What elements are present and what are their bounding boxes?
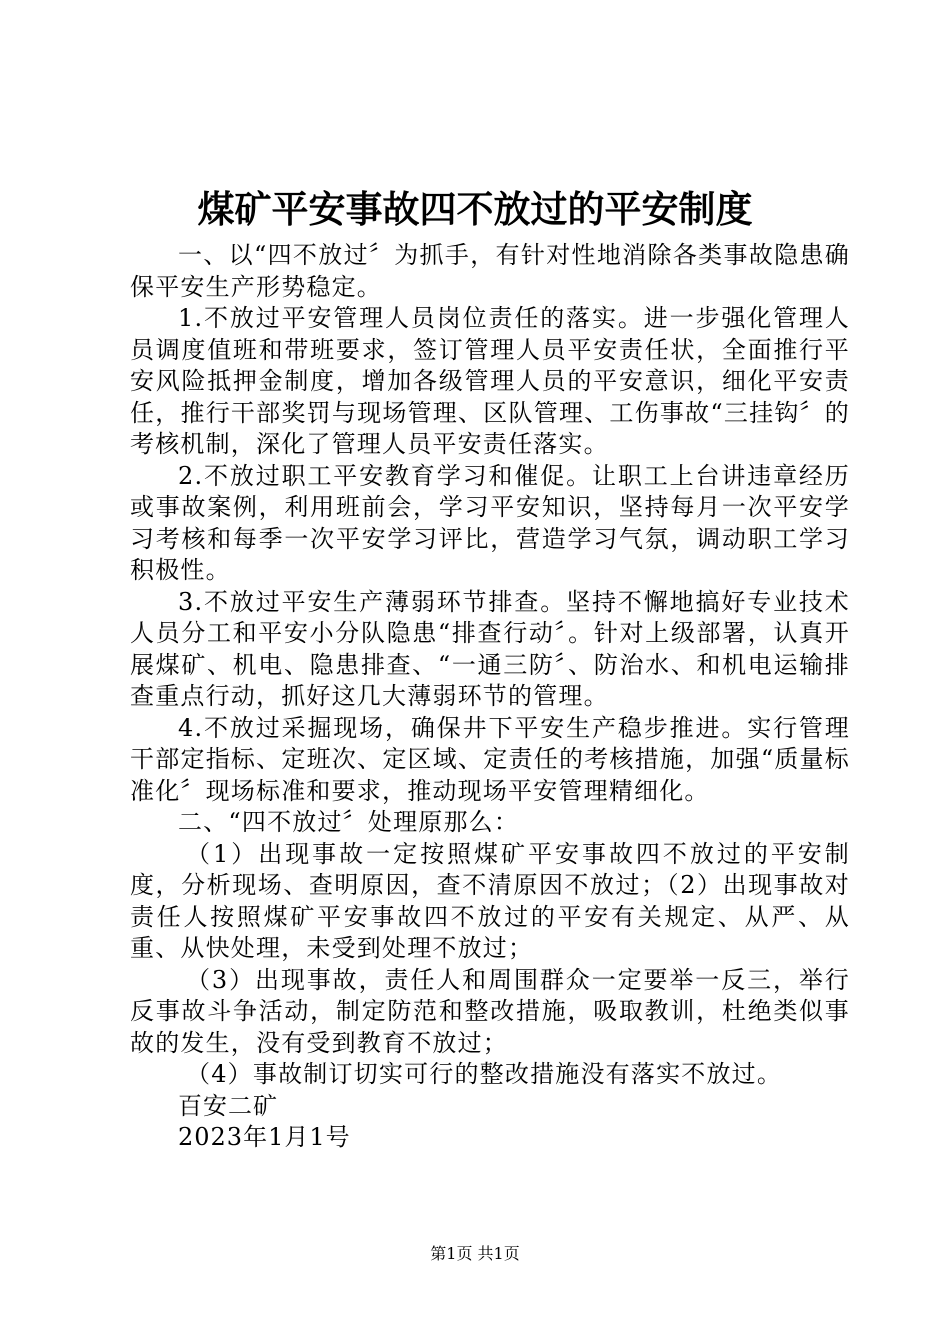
paragraph-item-2: 2.不放过职工平安教育学习和催促。让职工上台讲违章经历或事故案例，利用班前会，学习平安知识，坚持每月一次平安学习考核和每季一次平安学习评比，营造学习气氛，调动职工学习积极性。 xyxy=(130,461,850,584)
paragraph-section-two: 二、“四不放过〞处理原那么： xyxy=(178,808,520,836)
document-title: 煤矿平安事故四不放过的平安制度 xyxy=(197,187,753,231)
paragraph-item-4: 4.不放过采掘现场，确保井下平安生产稳步推进。实行管理干部定指标、定班次、定区域、定责任的考核措施，加强“质量标准化〞现场标准和要求，推动现场平安管理精细化。 xyxy=(130,713,850,805)
paragraph-section-one: 一、以“四不放过〞为抓手，有针对性地消除各类事故隐患确保平安生产形势稳定。 xyxy=(130,241,850,301)
signature-organization: 百安二矿 xyxy=(178,1091,278,1120)
signature-date: 2023年1月1号 xyxy=(178,1123,351,1151)
page-footer: 第1页 共1页 xyxy=(430,1244,520,1263)
paragraph-item-3: 3.不放过平安生产薄弱环节排查。坚持不懈地搞好专业技术人员分工和平安小分队隐患“排查行动〞。针对上级部署，认真开展煤矿、机电、隐患排查、“一通三防〞、防治水、和机电运输排查重点行动，抓好这几大薄弱环节的管理。 xyxy=(130,587,850,710)
paragraph-item-1: 1.不放过平安管理人员岗位责任的落实。进一步强化管理人员调度值班和带班要求，签订管理人员平安责任状，全面推行平安风险抵押金制度，增加各级管理人员的平安意识，细化平安责任，推行干部奖罚与现场管理、区队管理、工伤事故“三挂钩〞的考核机制，深化了管理人员平安责任落实。 xyxy=(130,304,850,458)
paragraph-rule-1-2: （1）出现事故一定按照煤矿平安事故四不放过的平安制度，分析现场、查明原因，查不清原因不放过；（2）出现事故对责任人按照煤矿平安事故四不放过的平安有关规定、从严、从重、从快处理，未受到处理不放过； xyxy=(130,839,850,962)
document-body xyxy=(130,240,850,1154)
paragraph-rule-4: （4）事故制订切实可行的整改措施没有落实不放过。 xyxy=(186,1060,783,1088)
paragraph-rule-3: （3）出现事故，责任人和周围群众一定要举一反三，举行反事故斗争活动，制定防范和整改措施，吸取教训，杜绝类似事故的发生，没有受到教育不放过； xyxy=(130,965,850,1057)
